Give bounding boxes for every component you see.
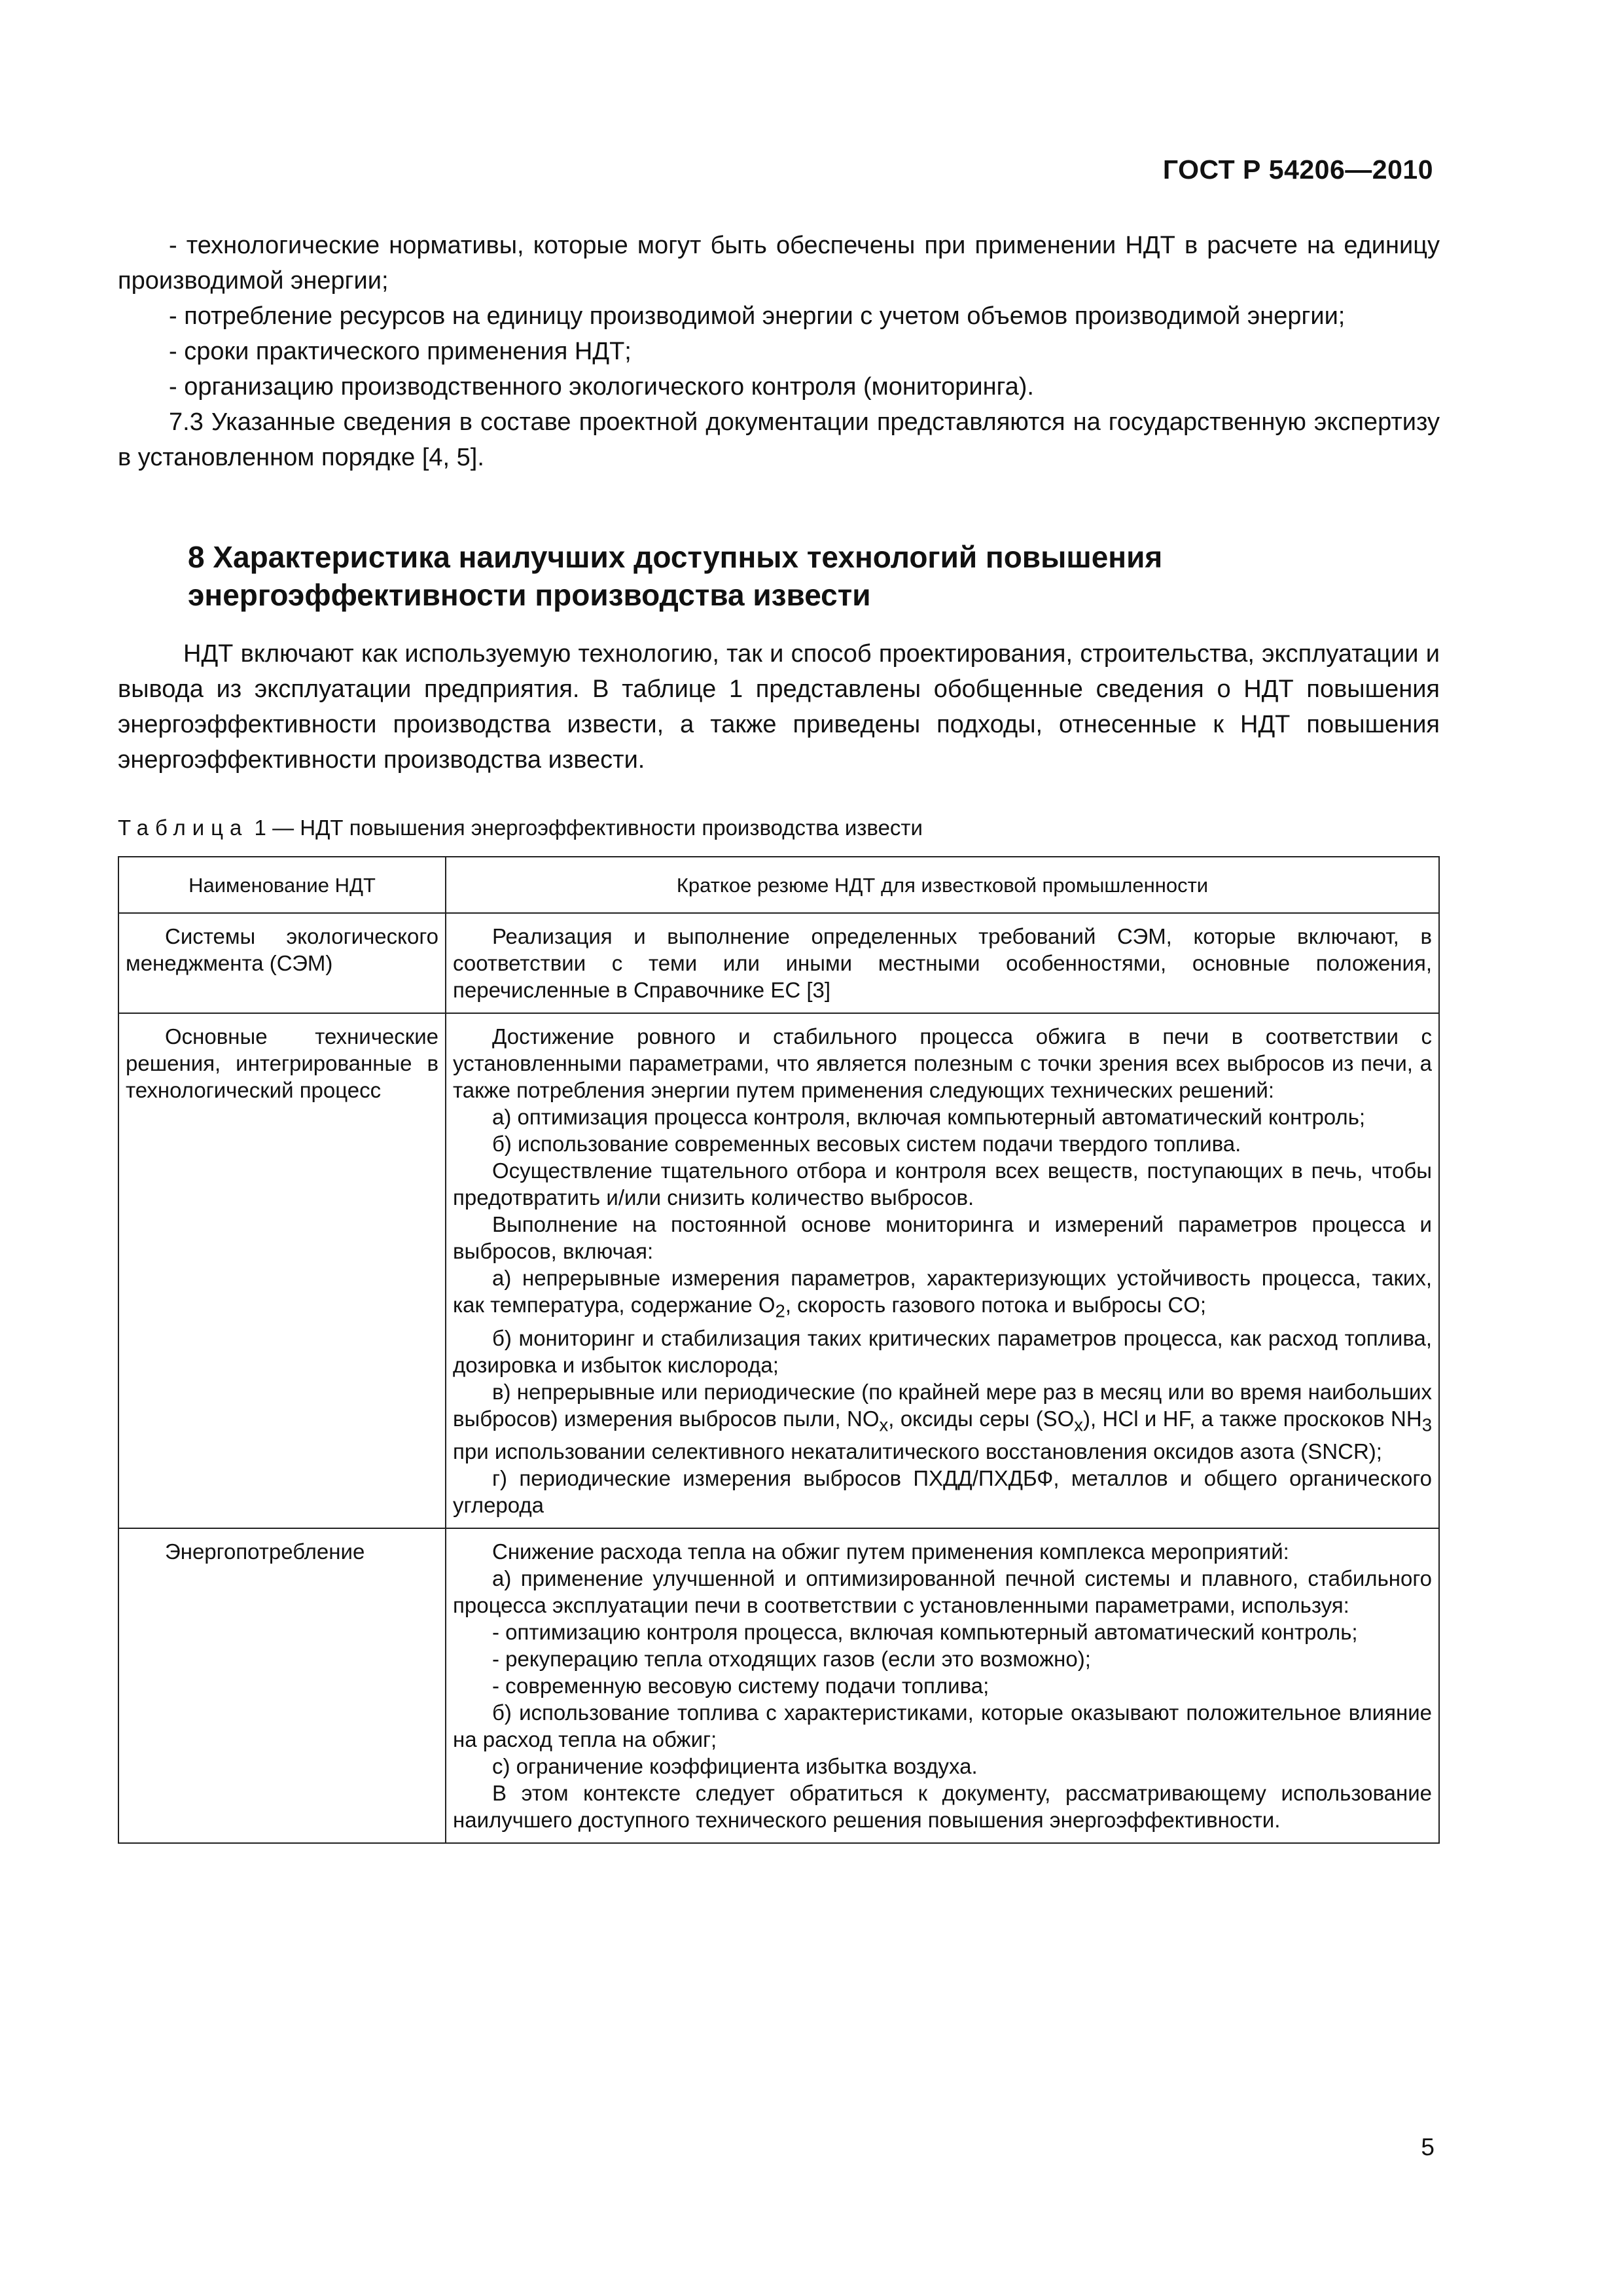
table-row — [118, 1013, 1439, 1528]
intro-item: - сроки практического применения НДТ; — [169, 338, 632, 365]
intro-item: - организацию производственного экологического контроля (мониторинга). — [169, 373, 1034, 401]
ndt-summary-cell — [446, 913, 1439, 1013]
summary-paragraph: б) мониторинг и стабилизация таких критических параметров процесса, как расход топлива, дозировка и избыток кислорода; — [453, 1325, 1432, 1377]
table-caption-text: 1 — НДТ повышения энергоэффективности производства извести — [248, 816, 923, 840]
section-heading — [188, 538, 1431, 614]
ndt-summary-cell — [446, 1528, 1439, 1843]
summary-paragraph: Осуществление тщательного отбора и контроля всех веществ, поступающих в печь, чтобы предотвратить и/или снизить количество выбросов. — [453, 1158, 1432, 1210]
summary-paragraph: а) оптимизация процесса контроля, включая компьютерный автоматический контроль; — [492, 1105, 1366, 1129]
text-run: , скорость газового потока и выбросы CO; — [785, 1293, 1207, 1317]
text-run: в) непрерывные или периодические (по крайней мере раз в месяц или во время наибольших выбросов) измерения выбросов пыли, NO — [453, 1379, 1432, 1431]
subscript: 3 — [1421, 1414, 1432, 1435]
text-run: , оксиды серы (SO — [888, 1406, 1075, 1431]
text-run: при использовании селективного некаталитического восстановления оксидов азота (SNCR); — [453, 1439, 1382, 1464]
summary-paragraph: Достижение ровного и стабильного процесса обжига в печи в соответствии с установленными параметрами, что является полезным с точки зрения всех выбросов из печи, а также потребления энергии путем применения следующих технических решений: — [453, 1024, 1432, 1102]
summary-paragraph: Выполнение на постоянной основе мониторинга и измерений параметров процесса и выбросов, включая: — [453, 1212, 1432, 1263]
intro-list — [118, 228, 1440, 475]
summary-paragraph: - современную весовую систему подачи топлива; — [492, 1674, 990, 1698]
table-row — [118, 913, 1439, 1013]
summary-paragraph: б) использование современных весовых систем подачи твердого топлива. — [492, 1132, 1241, 1156]
intro-item: - потребление ресурсов на единицу производимой энергии с учетом объемов производимой энергии; — [169, 302, 1346, 330]
text-run: ), HCl и HF, а также проскоков NH — [1083, 1406, 1422, 1431]
table-row — [118, 1528, 1439, 1843]
column-header: Краткое резюме НДТ для известковой промышленности — [446, 857, 1439, 913]
document-id-header: ГОСТ Р 54206—2010 — [1162, 154, 1433, 185]
summary-paragraph: с) ограничение коэффициента избытка воздуха. — [492, 1754, 978, 1779]
text-run: а) непрерывные измерения параметров, характеризующих устойчивость процесса, таких, как температура, содержание O — [453, 1266, 1432, 1317]
clause-7-3: 7.3 Указанные сведения в составе проектной документации представляются на государственную экспертизу в установленном порядке [4, 5]. — [118, 408, 1440, 471]
summary-paragraph: б) использование топлива с характеристиками, которые оказывают положительное влияние на расход тепла на обжиг; — [453, 1700, 1432, 1752]
subscript: x — [879, 1414, 889, 1435]
page-number: 5 — [1421, 2134, 1435, 2161]
summary-paragraph: г) периодические измерения выбросов ПХДД/ПХДБФ, металлов и общего органического углерода — [453, 1466, 1432, 1518]
table-header-row — [118, 857, 1439, 913]
intro-item: - технологические нормативы, которые могут быть обеспечены при применении НДТ в расчете на единицу производимой энергии; — [118, 232, 1440, 295]
ndt-summary-cell — [446, 1013, 1439, 1528]
subscript: 2 — [775, 1300, 785, 1321]
summary-paragraph — [453, 1378, 1432, 1465]
summary-paragraph: - оптимизацию контроля процесса, включая компьютерный автоматический контроль; — [492, 1620, 1358, 1645]
column-header: Наименование НДТ — [118, 857, 446, 913]
summary-paragraph — [453, 1265, 1432, 1325]
section-heading-line: энергоэффективности производства извести — [188, 578, 871, 612]
ndt-name-cell: Системы экологического менеджмента (СЭМ) — [118, 913, 446, 1013]
table-caption-label: Таблица — [118, 816, 249, 840]
summary-paragraph: В этом контексте следует обратиться к документу, рассматривающему использование наилучшего доступного технического решения повышения энергоэффективности. — [453, 1781, 1432, 1833]
ndt-name-cell: Энергопотребление — [118, 1528, 446, 1843]
table-caption — [118, 816, 923, 840]
summary-paragraph: а) применение улучшенной и оптимизированной печной системы и плавного, стабильного процесса эксплуатации печи в соответствии с установленными параметрами, используя: — [453, 1566, 1432, 1618]
section-paragraph: НДТ включают как используемую технологию, так и способ проектирования, строительства, эксплуатации и вывода из эксплуатации предприятия. В таблице 1 представлены обобщенные сведения о НДТ повышения энергоэффективности производства извести, а также приведены подходы, отнесенные к НДТ повышения энергоэффективности производства извести. — [118, 640, 1440, 774]
subscript: x — [1074, 1414, 1084, 1435]
summary-paragraph: Реализация и выполнение определенных требований СЭМ, которые включают, в соответствии с теми или иными местными особенностями, основные положения, перечисленные в Справочнике ЕС [3] — [453, 924, 1432, 1002]
summary-paragraph: Снижение расхода тепла на обжиг путем применения комплекса мероприятий: — [492, 1539, 1289, 1564]
section-heading-line: 8 Характеристика наилучших доступных технологий повышения — [188, 540, 1163, 574]
summary-paragraph: - рекуперацию тепла отходящих газов (если это возможно); — [492, 1647, 1091, 1672]
ndt-table — [118, 856, 1440, 1844]
ndt-name-cell: Основные технические решения, интегрированные в технологический процесс — [118, 1013, 446, 1528]
